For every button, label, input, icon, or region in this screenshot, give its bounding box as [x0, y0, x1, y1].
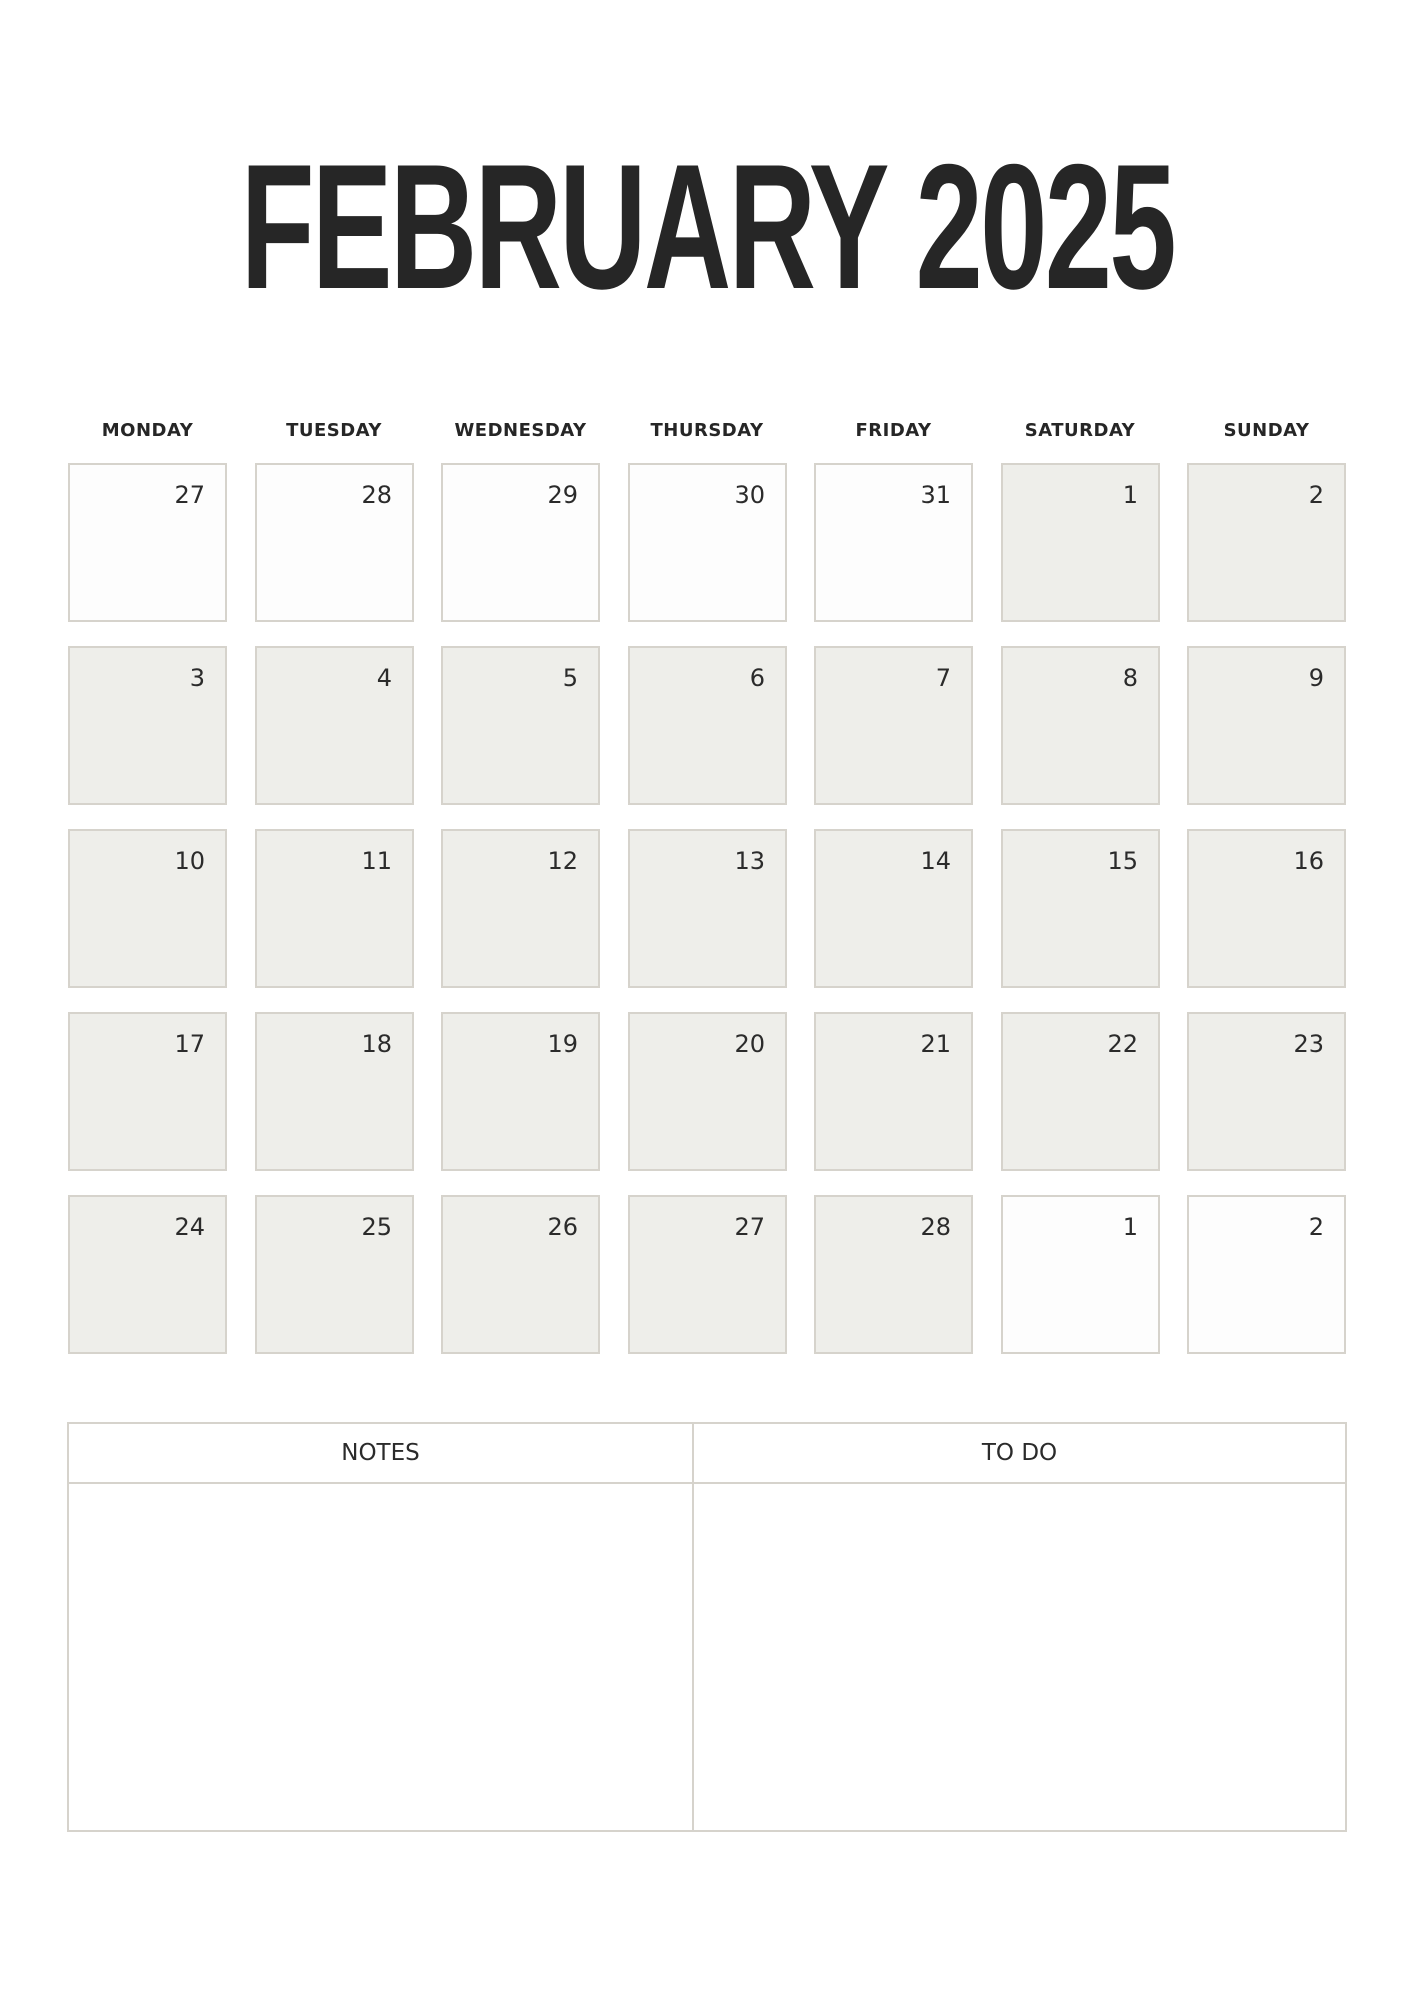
- day-number: 9: [1308, 664, 1324, 692]
- day-number: 4: [376, 664, 392, 692]
- day-cell[interactable]: [1001, 1195, 1160, 1354]
- day-cell[interactable]: [628, 463, 787, 622]
- day-number: 21: [920, 1030, 951, 1058]
- day-number: 12: [547, 847, 578, 875]
- day-cell[interactable]: [68, 463, 227, 622]
- day-number: 27: [174, 481, 205, 509]
- weekday-friday: FRIDAY: [855, 420, 932, 441]
- notes-area[interactable]: [69, 1484, 692, 1830]
- day-cell[interactable]: [1187, 1012, 1346, 1171]
- day-cell[interactable]: [441, 646, 600, 805]
- notes-todo-box: [67, 1422, 1347, 1832]
- day-number: 19: [547, 1030, 578, 1058]
- day-number: 24: [174, 1213, 205, 1241]
- day-cell[interactable]: [68, 1012, 227, 1171]
- day-cell[interactable]: [255, 646, 414, 805]
- day-cell[interactable]: [1001, 646, 1160, 805]
- notes-header: NOTES: [341, 1440, 420, 1466]
- weekday-thursday: THURSDAY: [650, 420, 764, 441]
- day-cell[interactable]: [441, 1012, 600, 1171]
- weekday-wednesday: WEDNESDAY: [454, 420, 587, 441]
- day-cell[interactable]: [628, 1012, 787, 1171]
- weekday-sunday: SUNDAY: [1223, 420, 1310, 441]
- day-number: 3: [189, 664, 205, 692]
- calendar-grid: [68, 463, 1349, 1355]
- day-number: 10: [174, 847, 205, 875]
- day-cell[interactable]: [1001, 829, 1160, 988]
- day-cell[interactable]: [441, 829, 600, 988]
- day-number: 2: [1308, 481, 1324, 509]
- day-number: 26: [547, 1213, 578, 1241]
- day-number: 30: [734, 481, 765, 509]
- day-cell[interactable]: [255, 1195, 414, 1354]
- day-number: 18: [361, 1030, 392, 1058]
- day-cell[interactable]: [255, 829, 414, 988]
- day-cell[interactable]: [628, 829, 787, 988]
- day-number: 16: [1293, 847, 1324, 875]
- day-number: 28: [361, 481, 392, 509]
- day-number: 23: [1293, 1030, 1324, 1058]
- weekday-monday: MONDAY: [101, 420, 194, 441]
- day-cell[interactable]: [441, 463, 600, 622]
- day-number: 25: [361, 1213, 392, 1241]
- day-number: 29: [547, 481, 578, 509]
- day-cell[interactable]: [814, 829, 973, 988]
- day-number: 8: [1122, 664, 1138, 692]
- day-cell[interactable]: [814, 1012, 973, 1171]
- day-number: 1: [1122, 1213, 1138, 1241]
- day-cell[interactable]: [68, 829, 227, 988]
- day-number: 2: [1308, 1213, 1324, 1241]
- day-number: 31: [920, 481, 951, 509]
- day-number: 22: [1107, 1030, 1138, 1058]
- day-cell[interactable]: [68, 646, 227, 805]
- day-cell[interactable]: [255, 1012, 414, 1171]
- day-number: 20: [734, 1030, 765, 1058]
- day-cell[interactable]: [814, 1195, 973, 1354]
- day-number: 11: [361, 847, 392, 875]
- day-cell[interactable]: [1001, 1012, 1160, 1171]
- day-number: 27: [734, 1213, 765, 1241]
- day-cell[interactable]: [1187, 646, 1346, 805]
- day-cell[interactable]: [814, 646, 973, 805]
- day-number: 13: [734, 847, 765, 875]
- day-number: 6: [749, 664, 765, 692]
- day-number: 17: [174, 1030, 205, 1058]
- calendar-title-text: FEBRUARY 2025: [240, 127, 1174, 326]
- todo-area[interactable]: [694, 1484, 1345, 1830]
- weekday-tuesday: TUESDAY: [286, 420, 382, 441]
- day-number: 14: [920, 847, 951, 875]
- day-cell[interactable]: [255, 463, 414, 622]
- calendar-title: [0, 127, 1414, 326]
- day-number: 15: [1107, 847, 1138, 875]
- day-number: 5: [562, 664, 578, 692]
- weekday-header-row: [68, 420, 1349, 448]
- day-cell[interactable]: [628, 646, 787, 805]
- day-number: 28: [920, 1213, 951, 1241]
- day-cell[interactable]: [1187, 463, 1346, 622]
- day-cell[interactable]: [1187, 829, 1346, 988]
- day-cell[interactable]: [1001, 463, 1160, 622]
- day-number: 1: [1122, 481, 1138, 509]
- day-cell[interactable]: [68, 1195, 227, 1354]
- day-cell[interactable]: [628, 1195, 787, 1354]
- day-cell[interactable]: [441, 1195, 600, 1354]
- weekday-saturday: SATURDAY: [1024, 420, 1136, 441]
- day-number: 7: [935, 664, 951, 692]
- day-cell[interactable]: [814, 463, 973, 622]
- day-cell[interactable]: [1187, 1195, 1346, 1354]
- todo-header: TO DO: [981, 1440, 1058, 1466]
